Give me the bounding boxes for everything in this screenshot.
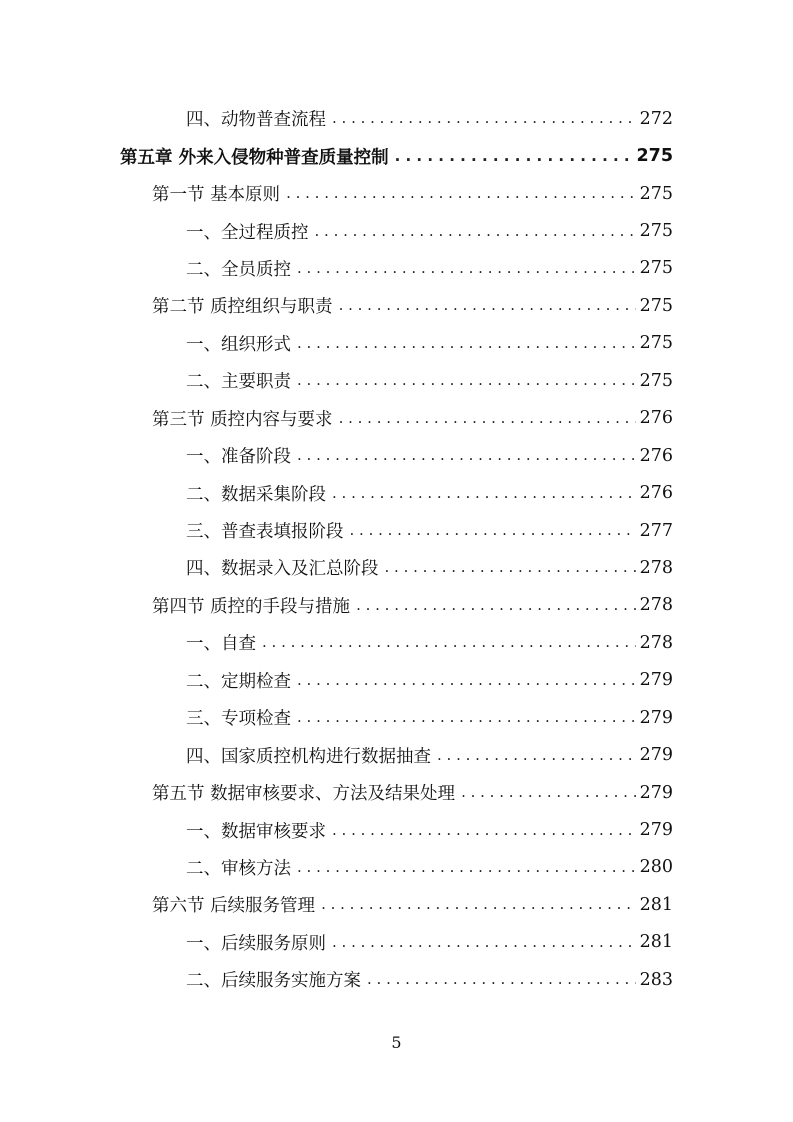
dot-leader — [297, 673, 636, 688]
toc-entry[interactable] — [0, 512, 793, 549]
toc-entry-page: 279 — [639, 782, 673, 803]
toc-entry-page: 279 — [639, 670, 673, 691]
toc-entry-title: 二、后续服务实施方案 — [186, 971, 361, 992]
page-number: 5 — [391, 1033, 402, 1052]
toc-entry-title: 第一节 基本原则 — [152, 185, 281, 206]
dot-leader — [297, 261, 636, 276]
toc-entry[interactable] — [0, 137, 793, 174]
toc-entry-page: 275 — [639, 258, 673, 279]
toc-entry[interactable] — [0, 287, 793, 324]
toc-entry-page: 275 — [639, 295, 673, 316]
toc-entry-page: 283 — [639, 969, 673, 990]
toc-entry-title: 二、全员质控 — [186, 259, 291, 280]
dot-leader — [385, 560, 636, 575]
dot-leader — [286, 186, 636, 201]
toc-entry[interactable] — [0, 549, 793, 586]
toc-entry-page: 277 — [639, 520, 673, 541]
toc-entry-title: 一、全过程质控 — [186, 222, 309, 243]
dot-leader — [332, 935, 636, 950]
dot-leader — [321, 897, 636, 912]
toc-entry[interactable] — [0, 699, 793, 736]
toc-entry[interactable] — [0, 662, 793, 699]
toc-entry-page: 278 — [639, 595, 673, 616]
toc-entry[interactable] — [0, 961, 793, 998]
toc-entry-title: 二、主要职责 — [186, 372, 291, 393]
toc-entry[interactable] — [0, 250, 793, 287]
toc-entry-title: 第五章 外来入侵物种普查质量控制 — [120, 147, 389, 168]
toc-entry-title: 第三节 质控内容与要求 — [152, 409, 333, 430]
dot-leader — [350, 523, 636, 538]
toc-entry[interactable] — [0, 924, 793, 961]
toc-entry-title: 第五节 数据审核要求、方法及结果处理 — [152, 784, 456, 805]
toc-entry[interactable] — [0, 886, 793, 923]
toc-entry[interactable] — [0, 849, 793, 886]
toc-entry-title: 四、数据录入及汇总阶段 — [186, 559, 379, 580]
toc-entry-title: 三、专项检查 — [186, 709, 291, 730]
dot-leader — [339, 411, 636, 426]
toc-entry-title: 第六节 后续服务管理 — [152, 896, 316, 917]
toc-entry[interactable] — [0, 325, 793, 362]
toc-entry-page: 276 — [639, 445, 673, 466]
toc-entry[interactable] — [0, 400, 793, 437]
toc-entry-title: 二、定期检查 — [186, 671, 291, 692]
toc-entry-page: 275 — [639, 333, 673, 354]
dot-leader — [437, 748, 636, 763]
dot-leader — [297, 860, 636, 875]
toc-entry[interactable] — [0, 437, 793, 474]
toc-entry[interactable] — [0, 212, 793, 249]
table-of-contents — [0, 100, 793, 999]
toc-entry-title: 一、数据审核要求 — [186, 821, 326, 842]
toc-entry[interactable] — [0, 100, 793, 137]
dot-leader — [297, 448, 636, 463]
toc-entry-title: 第四节 质控的手段与措施 — [152, 596, 351, 617]
toc-entry-title: 一、组织形式 — [186, 334, 291, 355]
dot-leader — [332, 486, 636, 501]
toc-entry-page: 275 — [639, 183, 673, 204]
dot-leader — [461, 785, 636, 800]
dot-leader — [332, 823, 636, 838]
toc-entry[interactable] — [0, 175, 793, 212]
toc-entry-page: 275 — [636, 146, 673, 167]
dot-leader — [297, 373, 636, 388]
toc-entry-title: 四、国家质控机构进行数据抽查 — [186, 746, 431, 767]
toc-entry[interactable] — [0, 587, 793, 624]
toc-entry-title: 二、审核方法 — [186, 858, 291, 879]
dot-leader — [367, 972, 636, 987]
toc-entry-page: 275 — [639, 370, 673, 391]
toc-entry-page: 279 — [639, 707, 673, 728]
toc-entry[interactable] — [0, 736, 793, 773]
dot-leader — [262, 635, 636, 650]
toc-entry-title: 一、准备阶段 — [186, 447, 291, 468]
toc-entry-page: 279 — [639, 820, 673, 841]
toc-entry-page: 278 — [639, 557, 673, 578]
dot-leader — [297, 336, 636, 351]
toc-entry-page: 281 — [639, 894, 673, 915]
toc-entry-page: 279 — [639, 745, 673, 766]
toc-entry-page: 275 — [639, 221, 673, 242]
toc-entry-page: 276 — [639, 408, 673, 429]
dot-leader — [395, 149, 633, 164]
toc-entry-page: 281 — [639, 932, 673, 953]
toc-entry-title: 一、自查 — [186, 634, 256, 655]
dot-leader — [332, 111, 636, 126]
toc-entry-page: 278 — [639, 632, 673, 653]
dot-leader — [315, 224, 636, 239]
dot-leader — [356, 598, 636, 613]
toc-entry[interactable] — [0, 362, 793, 399]
toc-entry-page: 272 — [639, 108, 673, 129]
toc-entry-title: 三、普查表填报阶段 — [186, 522, 344, 543]
toc-entry[interactable] — [0, 811, 793, 848]
toc-entry[interactable] — [0, 474, 793, 511]
toc-entry-page: 276 — [639, 483, 673, 504]
toc-entry-title: 四、动物普查流程 — [186, 110, 326, 131]
toc-entry-title: 一、后续服务原则 — [186, 933, 326, 954]
toc-entry[interactable] — [0, 774, 793, 811]
toc-entry-title: 第二节 质控组织与职责 — [152, 297, 333, 318]
toc-entry-title: 二、数据采集阶段 — [186, 484, 326, 505]
dot-leader — [339, 298, 636, 313]
dot-leader — [297, 710, 636, 725]
toc-entry[interactable] — [0, 624, 793, 661]
toc-entry-page: 280 — [639, 857, 673, 878]
